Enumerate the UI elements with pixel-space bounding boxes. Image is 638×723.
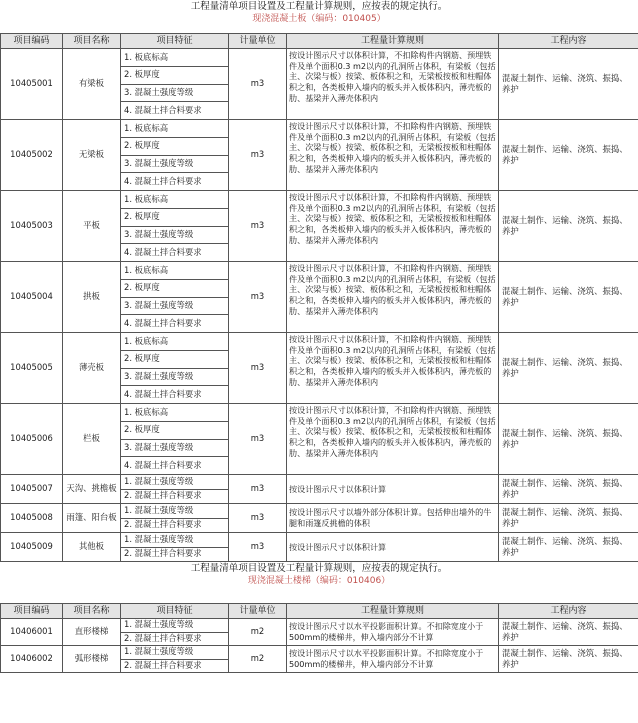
item-name: 薄壳板 [63,333,121,404]
item-unit: m3 [229,475,287,504]
item-rule: 按设计图示尺寸以体积计算，不扣除构件内钢筋、预埋铁件及单个面积0.3 m2以内的孔洞所占体积，有梁板（包括主、次梁与板）按梁、板体积之和，无梁板按板和柱帽体积之和，各类板伸入墙内的板头并入板体积内，薄壳板的肋、基梁并入薄壳体积内 [287,262,499,333]
item-feature: 2. 混凝土拌合料要求 [121,489,229,504]
item-name: 雨篷、阳台板 [63,504,121,533]
item-unit: m3 [229,191,287,262]
header-name: 项目名称 [63,604,121,619]
item-rule: 按设计图示尺寸以体积计算，不扣除构件内钢筋、预埋铁件及单个面积0.3 m2以内的孔洞所占体积，有梁板（包括主、次梁与板）按梁、板体积之和，无梁板按板和柱帽体积之和，各类板伸入墙内的板头并入板体积内，薄壳板的肋、基梁并入薄壳体积内 [287,191,499,262]
item-feature: 4. 混凝土拌合料要求 [121,386,229,404]
item-feature: 4. 混凝土拌合料要求 [121,102,229,120]
item-unit: m3 [229,262,287,333]
item-feature: 3. 混凝土强度等级 [121,84,229,102]
item-feature: 2. 板厚度 [121,66,229,84]
item-unit: m3 [229,49,287,120]
item-feature: 1. 混凝土强度等级 [121,619,229,633]
item-feature: 1. 混凝土强度等级 [121,533,229,548]
item-code: 10406001 [1,619,63,646]
table-row [1,262,638,280]
item-feature: 2. 板厚度 [121,279,229,297]
item-code: 10406002 [1,646,63,673]
item-rule: 按设计图示尺寸以体积计算，不扣除构件内钢筋、预埋铁件及单个面积0.3 m2以内的孔洞所占体积，有梁板（包括主、次梁与板）按梁、板体积之和，无梁板按板和柱帽体积之和，各类板伸入墙内的板头并入板体积内，薄壳板的肋、基梁并入薄壳体积内 [287,333,499,404]
header-features: 项目特征 [121,34,229,49]
section1-subtitle: 现浇混凝土板（编码：010405） [252,14,386,24]
item-feature: 2. 混凝土拌合料要求 [121,547,229,562]
table-row [1,191,638,209]
item-feature: 2. 混凝土拌合料要求 [121,632,229,646]
section2-table [0,603,638,673]
item-feature: 2. 板厚度 [121,208,229,226]
table-row [1,49,638,67]
mid-title: 工程量清单项目设置及工程量计算规则，应按表的规定执行。 [190,563,448,574]
item-name: 拱板 [63,262,121,333]
item-unit: m3 [229,333,287,404]
header-rule: 工程量计算规则 [287,604,499,619]
item-name: 天沟、挑檐板 [63,475,121,504]
header-name: 项目名称 [63,34,121,49]
item-feature: 1. 板底标高 [121,333,229,351]
item-feature: 1. 板底标高 [121,404,229,422]
item-content: 混凝土制作、运输、浇筑、振捣、养护 [499,475,638,504]
table-row [1,646,638,660]
item-rule: 按设计图示尺寸以体积计算 [287,475,499,504]
item-name: 其他板 [63,533,121,562]
item-rule: 按设计图示尺寸以水平投影面积计算。不扣除宽度小于500mm的楼梯井，伸入墙内部分不计算 [287,646,499,673]
item-content: 混凝土制作、运输、浇筑、振捣、养护 [499,619,638,646]
item-feature: 3. 混凝土强度等级 [121,368,229,386]
item-rule: 按设计图示尺寸以体积计算，不扣除构件内钢筋、预埋铁件及单个面积0.3 m2以内的孔洞所占体积，有梁板（包括主、次梁与板）按梁、板体积之和，无梁板按板和柱帽体积之和，各类板伸入墙内的板头并入板体积内，薄壳板的肋、基梁并入薄壳体积内 [287,120,499,191]
item-unit: m3 [229,533,287,562]
item-feature: 2. 板厚度 [121,137,229,155]
header-unit: 计量单位 [229,604,287,619]
item-content: 混凝土制作、运输、浇筑、振捣、养护 [499,191,638,262]
top-title: 工程量清单项目设置及工程量计算规则，应按表的规定执行。 [190,1,448,12]
item-name: 直形楼梯 [63,619,121,646]
item-unit: m3 [229,404,287,475]
item-code: 10405009 [1,533,63,562]
item-code: 10405004 [1,262,63,333]
item-content: 混凝土制作、运输、浇筑、振捣、养护 [499,504,638,533]
table-header-row [1,604,638,619]
item-feature: 3. 混凝土强度等级 [121,226,229,244]
item-feature: 1. 板底标高 [121,49,229,67]
item-feature: 1. 混凝土强度等级 [121,475,229,490]
table-row [1,475,638,490]
item-feature: 1. 板底标高 [121,262,229,280]
table-header-row [1,34,638,49]
item-code: 10405006 [1,404,63,475]
item-code: 10405008 [1,504,63,533]
item-rule: 按设计图示尺寸以体积计算，不扣除构件内钢筋、预埋铁件及单个面积0.3 m2以内的孔洞所占体积，有梁板（包括主、次梁与板）按梁、板体积之和，无梁板按板和柱帽体积之和，各类板伸入墙内的板头并入板体积内，薄壳板的肋、基梁并入薄壳体积内 [287,49,499,120]
item-feature: 4. 混凝土拌合料要求 [121,315,229,333]
item-rule: 按设计图示尺寸以墙外部分体积计算。包括伸出墙外的牛腿和雨篷反挑檐的体积 [287,504,499,533]
item-content: 混凝土制作、运输、浇筑、振捣、养护 [499,646,638,673]
header-features: 项目特征 [121,604,229,619]
header-content: 工程内容 [499,34,638,49]
item-unit: m3 [229,504,287,533]
item-name: 栏板 [63,404,121,475]
item-content: 混凝土制作、运输、浇筑、振捣、养护 [499,404,638,475]
item-feature: 3. 混凝土强度等级 [121,155,229,173]
item-feature: 2. 混凝土拌合料要求 [121,518,229,533]
item-unit: m2 [229,619,287,646]
table-row [1,619,638,633]
item-rule: 按设计图示尺寸以体积计算，不扣除构件内钢筋、预埋铁件及单个面积0.3 m2以内的孔洞所占体积，有梁板（包括主、次梁与板）按梁、板体积之和，无梁板按板和柱帽体积之和，各类板伸入墙内的板头并入板体积内，薄壳板的肋、基梁并入薄壳体积内 [287,404,499,475]
item-feature: 3. 混凝土强度等级 [121,297,229,315]
item-name: 有梁板 [63,49,121,120]
table-row [1,504,638,519]
item-content: 混凝土制作、运输、浇筑、振捣、养护 [499,333,638,404]
header-code: 项目编码 [1,34,63,49]
table-row [1,120,638,138]
item-feature: 2. 板厚度 [121,421,229,439]
table-row [1,333,638,351]
item-content: 混凝土制作、运输、浇筑、振捣、养护 [499,120,638,191]
item-feature: 1. 板底标高 [121,120,229,138]
item-code: 10405005 [1,333,63,404]
item-feature: 4. 混凝土拌合料要求 [121,244,229,262]
item-content: 混凝土制作、运输、浇筑、振捣、养护 [499,262,638,333]
item-feature: 3. 混凝土强度等级 [121,439,229,457]
table-row [1,404,638,422]
item-content: 混凝土制作、运输、浇筑、振捣、养护 [499,49,638,120]
item-unit: m2 [229,646,287,673]
table-row [1,533,638,548]
item-code: 10405007 [1,475,63,504]
header-rule: 工程量计算规则 [287,34,499,49]
header-code: 项目编码 [1,604,63,619]
item-name: 平板 [63,191,121,262]
item-feature: 1. 板底标高 [121,191,229,209]
header-content: 工程内容 [499,604,638,619]
item-feature: 1. 混凝土强度等级 [121,646,229,660]
item-name: 无梁板 [63,120,121,191]
item-feature: 2. 板厚度 [121,350,229,368]
item-feature: 4. 混凝土拌合料要求 [121,173,229,191]
item-feature: 2. 混凝土拌合料要求 [121,659,229,673]
section1-table [0,33,638,562]
item-unit: m3 [229,120,287,191]
item-name: 弧形楼梯 [63,646,121,673]
header-unit: 计量单位 [229,34,287,49]
item-code: 10405001 [1,49,63,120]
item-feature: 1. 混凝土强度等级 [121,504,229,519]
item-rule: 按设计图示尺寸以体积计算 [287,533,499,562]
item-code: 10405003 [1,191,63,262]
section2-subtitle: 现浇混凝土楼梯（编码：010406） [247,576,391,586]
item-code: 10405002 [1,120,63,191]
item-rule: 按设计图示尺寸以水平投影面积计算。不扣除宽度小于500mm的楼梯井，伸入墙内部分不计算 [287,619,499,646]
item-content: 混凝土制作、运输、浇筑、振捣、养护 [499,533,638,562]
item-feature: 4. 混凝土拌合料要求 [121,457,229,475]
